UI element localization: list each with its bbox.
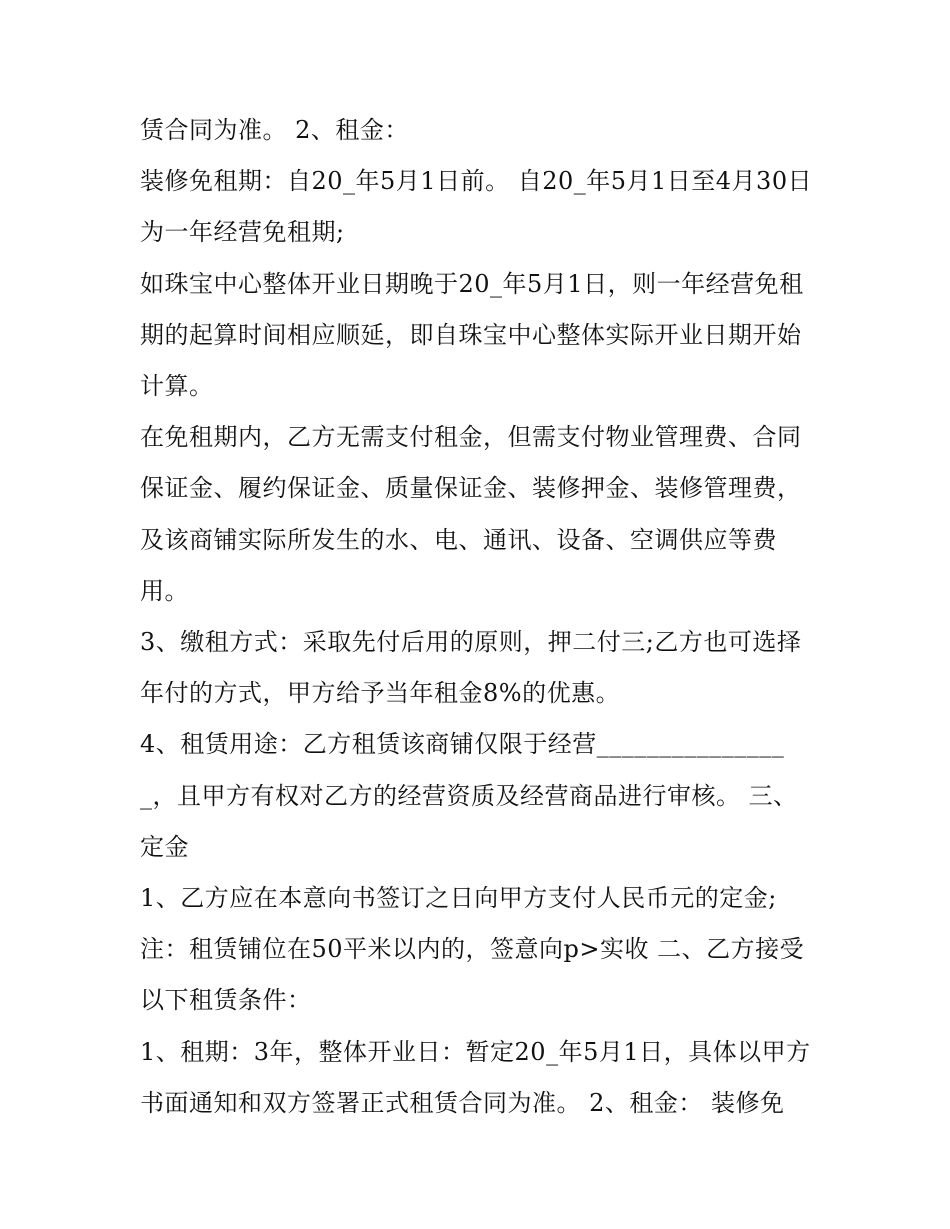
paragraph: 注：租赁铺位在50平米以内的，签意向p>实收 二、乙方接受以下租赁条件： bbox=[140, 935, 805, 1015]
paragraph: 在免租期内，乙方无需支付租金，但需支付物业管理费、合同保证金、履约保证金、质量保证金、装修押金、装修管理费，及该商铺实际所发生的水、电、通讯、设备、空调供应等费用。 bbox=[140, 423, 802, 605]
paragraph: 如珠宝中心整体开业日期晚于20_年5月1日，则一年经营免租期的起算时间相应顺延，即自珠宝中心整体实际开业日期开始计算。 bbox=[140, 269, 804, 401]
paragraph: 3、缴租方式：采取先付后用的原则，押二付三;乙方也可选择年付的方式，甲方给予当年租金8%的优惠。 bbox=[140, 628, 802, 708]
paragraph: 4、租赁用途：乙方租赁该商铺仅限于经营________________，且甲方有权对乙方的经营资质及经营商品进行审核。 三、定金 bbox=[140, 730, 798, 861]
document-page bbox=[140, 105, 820, 1129]
paragraph: 1、租期：3年，整体开业日：暂定20_年5月1日，具体以甲方书面通知和双方签署正式租赁合同为准。 2、租金： 装修免 bbox=[140, 1037, 811, 1117]
paragraph: 赁合同为准。 2、租金： bbox=[140, 116, 409, 144]
paragraph: 装修免租期：自20_年5月1日前。 自20_年5月1日至4月30日为一年经营免租期; bbox=[140, 167, 813, 247]
paragraph: 1、乙方应在本意向书签订之日向甲方支付人民币元的定金; bbox=[140, 884, 777, 913]
